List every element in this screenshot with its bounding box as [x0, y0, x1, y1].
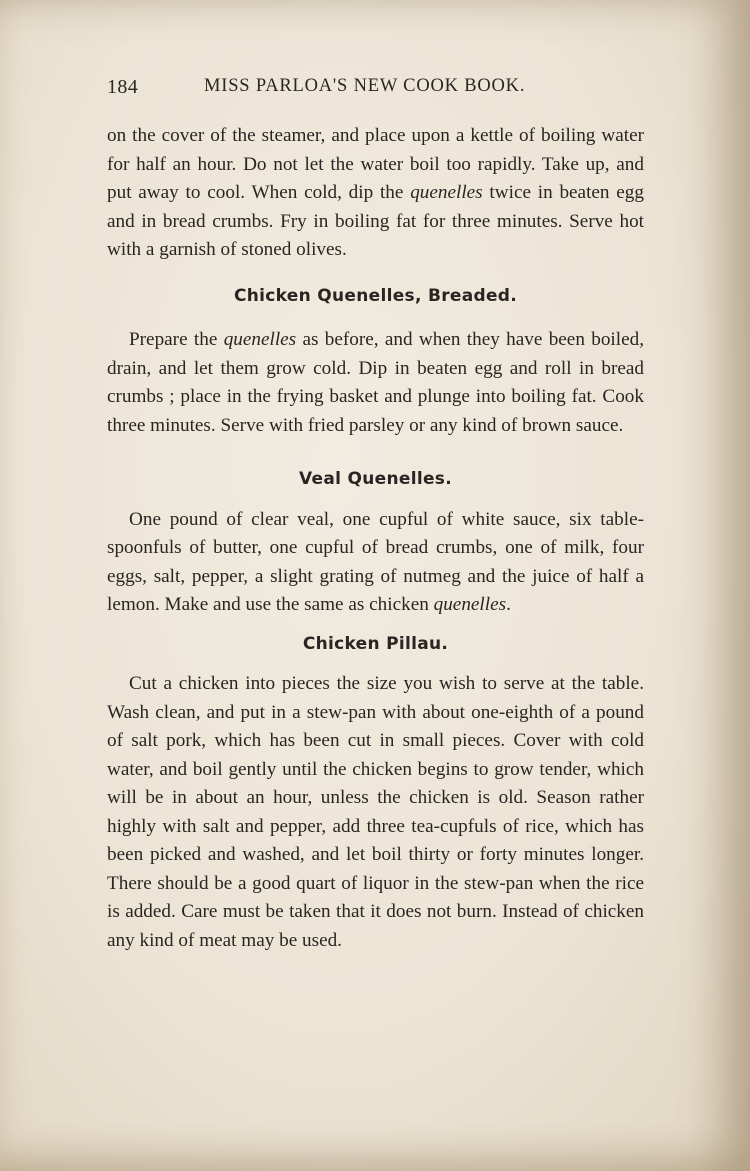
recipe-heading-chicken-quenelles-breaded: Chicken Quenelles, Breaded. [233, 285, 518, 306]
paragraph-text: One pound of clear veal, one cupful of white sauce, six table-spoonfuls of butter, one cupful of bread crumbs, one of milk, four eggs, salt, pepper, a slight grating of nutmeg and the juice of half a lemon. Make and use the same as chicken [107, 508, 644, 615]
page-body [107, 122, 644, 955]
running-head: MISS PARLOA'S NEW COOK BOOK. [204, 76, 526, 96]
recipe-paragraph-veal [107, 506, 644, 620]
recipe-heading-chicken-pillau: Chicken Pillau. [302, 633, 449, 654]
italic-term: quenelles [410, 182, 483, 203]
italic-term: quenelles [223, 329, 297, 350]
recipe-heading-veal-quenelles: Veal Quenelles. [299, 469, 452, 489]
paragraph-text: on the cover of the steamer, and place upon a kettle of boiling water for half an hour. Do not let the water boil too rapidly. Take up, and put away to cool. When cold, dip the [107, 125, 644, 203]
continued-paragraph [107, 122, 644, 265]
paragraph-text: Prepare the [129, 329, 224, 350]
recipe-paragraph-pillau: Cut a chicken into pieces the size you wish to serve at the table. Wash clean, and put in a stew-pan with about one-eighth of a pound of salt pork, which has been cut in small pieces. Cover with cold water, and boil gently until the chicken begins to grow tender, which will be in about an hour, unless the chicken is old. Season rather highly with salt and pepper, add three tea-cupfuls of rice, which has been picked and washed, and let boil thirty or forty minutes longer. There should be a good quart of liquor in the stew-pan when the rice is added. Care must be taken that it does not burn. Instead of chicken any kind of meat may be used. [107, 673, 644, 951]
italic-term: quenelles [433, 594, 507, 615]
recipe-paragraph-breaded [107, 326, 644, 440]
paragraph-text: twice in beaten egg and in bread crumbs. Fry in boiling fat for three minutes. Serve hot with a garnish of stoned olives. [107, 182, 644, 260]
page-header [107, 74, 647, 104]
page-number: 184 [107, 76, 139, 98]
paragraph-text: as before, and when they have been boiled, drain, and let them grow cold. Dip in beaten egg and roll in bread crumbs ; place in the frying basket and plunge into boiling fat. Cook three minutes. Serve with fried parsley or any kind of brown sauce. [107, 329, 644, 436]
paragraph-text: . [506, 594, 511, 615]
